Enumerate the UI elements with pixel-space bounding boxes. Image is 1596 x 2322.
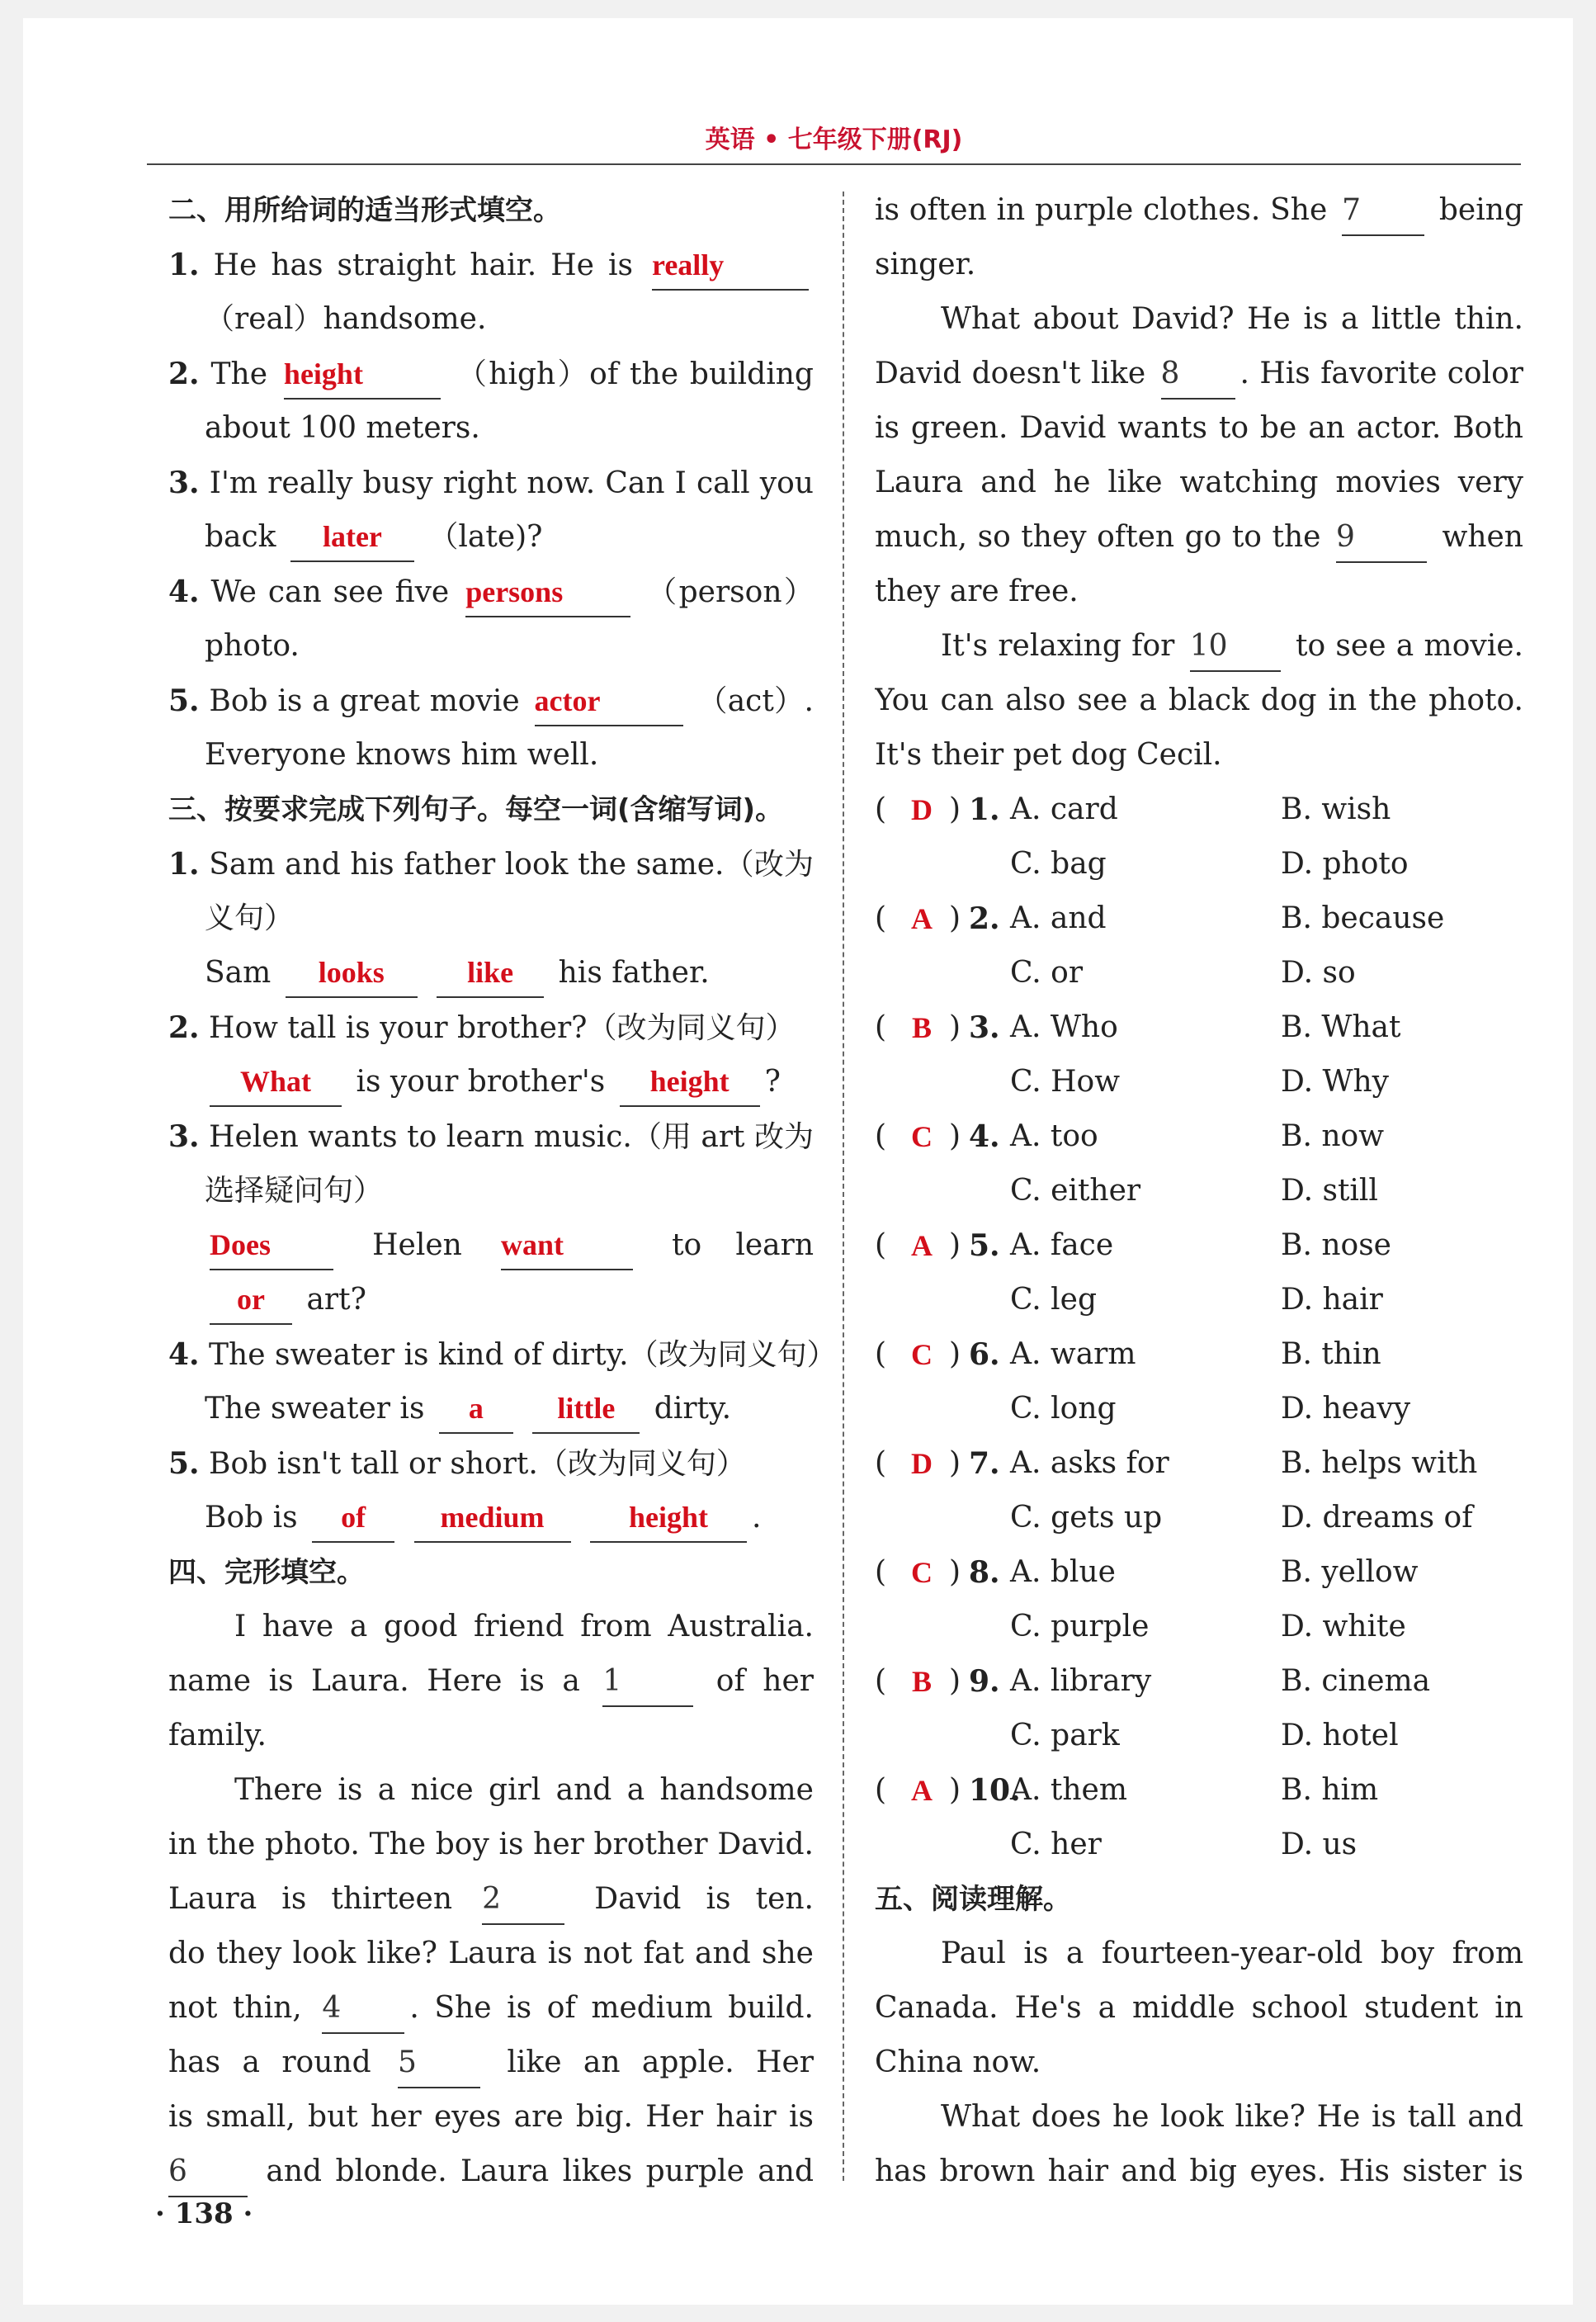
cloze-line: family. (168, 1719, 267, 1752)
choice-question-cont (875, 1818, 1523, 1872)
answer-blank: looks (286, 950, 418, 998)
section4-title: 四、完形填空。 (168, 1556, 365, 1589)
option-b: B. yellow (1281, 1555, 1419, 1589)
paren-close: ) (949, 1228, 961, 1262)
choice-question (875, 783, 1523, 837)
paren-open: ( (875, 1664, 887, 1698)
option-d: D. white (1281, 1610, 1406, 1643)
option-a: A. blue (1010, 1555, 1116, 1589)
paren-open: ( (875, 792, 887, 826)
option-a: A. warm (1010, 1337, 1136, 1371)
cloze-blank: 4 (322, 1986, 404, 2034)
answer-blank: really (652, 243, 809, 291)
choice-number: 1. (969, 792, 1000, 827)
option-a: A. Who (1010, 1010, 1118, 1044)
reading-line: has brown hair and big eyes. His sister is (875, 2154, 1523, 2188)
s3-q2-answer: What is your brother's height ? (168, 1055, 814, 1109)
s3-q5: 5. Bob isn't tall or short.（改为同义句） (168, 1446, 746, 1481)
option-c: C. either (1010, 1174, 1141, 1208)
option-c: C. purple (1010, 1610, 1150, 1643)
choice-answer: C (911, 1338, 933, 1371)
choice-question (875, 1000, 1523, 1055)
choice-number: 8. (969, 1555, 1000, 1590)
cloze-line: 6 and blonde. Laura likes purple and (168, 2145, 814, 2199)
choice-question (875, 1545, 1523, 1600)
paren-open: ( (875, 1446, 887, 1480)
option-c: C. leg (1010, 1283, 1098, 1317)
s2-q2-cont: about 100 meters. (205, 411, 480, 445)
s3-q4: 4. The sweater is kind of dirty.（改为同义句） (168, 1337, 837, 1372)
option-c: C. her (1010, 1828, 1102, 1861)
option-d: D. hair (1281, 1283, 1383, 1317)
cloze-line: is small, but her eyes are big. Her hair is (168, 2100, 814, 2134)
choice-number: 9. (969, 1664, 1000, 1699)
s3-q1: 1. Sam and his father look the same.（改为 (168, 847, 814, 882)
option-b: B. thin (1281, 1337, 1381, 1371)
answer-blank: height (284, 352, 441, 400)
option-d: D. Why (1281, 1065, 1389, 1099)
reading-line: What does he look like? He is tall and (941, 2100, 1523, 2134)
s3-q1-text2: 义句） (205, 901, 295, 935)
cloze-line: do they look like? Laura is not fat and she (168, 1937, 814, 1970)
option-c: C. How (1010, 1065, 1121, 1099)
paren-close: ) (949, 1555, 961, 1589)
answer-blank: want (501, 1222, 633, 1270)
choice-question-cont (875, 1055, 1523, 1109)
choice-number: 10. (969, 1773, 1021, 1808)
s3-q2: 2. How tall is your brother?（改为同义句） (168, 1010, 796, 1045)
choice-question (875, 1436, 1523, 1491)
option-b: B. What (1281, 1010, 1401, 1044)
option-a: A. and (1010, 901, 1107, 935)
answer-blank: a (439, 1386, 513, 1434)
s2-q3-cont: back later （late)? (168, 510, 814, 565)
answer-blank: height (620, 1059, 760, 1107)
cloze-line: they are free. (875, 575, 1079, 608)
choice-question (875, 1763, 1523, 1818)
left-column (168, 183, 837, 2199)
option-a: A. card (1010, 792, 1118, 826)
choice-question (875, 891, 1523, 946)
cloze-blank: 1 (602, 1659, 693, 1707)
option-b: B. him (1281, 1773, 1379, 1807)
cloze-line: It's relaxing for 10 to see a movie. (875, 619, 1523, 674)
paren-open: ( (875, 1119, 887, 1153)
choice-question (875, 1218, 1523, 1273)
s3-q1-answer: Sam looks like his father. (168, 946, 814, 1000)
header-title: 英语 • 七年级下册(RJ) (705, 125, 963, 154)
paren-close: ) (949, 792, 961, 826)
page-number: · 138 · (155, 2197, 253, 2230)
cloze-line: Laura is thirteen 2 David is ten. (168, 1872, 814, 1927)
choice-question-cont (875, 1164, 1523, 1218)
s2-q3: 3. I'm really busy right now. Can I call you (168, 466, 814, 500)
cloze-line: not thin, 4 . She is of medium build. (168, 1981, 814, 2036)
answer-blank: medium (414, 1495, 571, 1543)
option-d: D. hotel (1281, 1719, 1399, 1752)
s2-q1: 1. He has straight hair. He is really (168, 238, 814, 292)
cloze-line: is green. David wants to be an actor. Both (875, 411, 1523, 445)
answer-blank: later (290, 514, 414, 562)
cloze-line: name is Laura. Here is a 1 of her (168, 1654, 814, 1709)
choice-question-cont (875, 1273, 1523, 1327)
answer-blank: like (437, 950, 544, 998)
cloze-blank: 8 (1161, 352, 1235, 400)
option-d: D. so (1281, 956, 1356, 990)
answer-blank: What (210, 1059, 342, 1107)
reading-line: China now. (875, 2045, 1041, 2079)
option-b: B. wish (1281, 792, 1391, 826)
choice-number: 4. (969, 1119, 1000, 1154)
option-a: A. face (1010, 1228, 1114, 1262)
cloze-line: has a round 5 like an apple. Her (168, 2036, 814, 2090)
choice-number: 7. (969, 1446, 1000, 1481)
reading-line: Canada. He's a middle school student in (875, 1991, 1523, 2025)
cloze-blank: 2 (482, 1877, 564, 1925)
choice-answer: A (911, 1774, 933, 1807)
s3-q4-answer: The sweater is a little dirty. (168, 1382, 814, 1436)
paren-open: ( (875, 1010, 887, 1044)
s3-q3-answer2: or art? (168, 1273, 814, 1327)
choice-question-cont (875, 1491, 1523, 1545)
cloze-line: There is a nice girl and a handsome (234, 1773, 814, 1807)
choice-answer: A (911, 1229, 933, 1262)
answer-blank: of (312, 1495, 394, 1543)
paren-close: ) (949, 1337, 961, 1371)
paren-close: ) (949, 1010, 961, 1044)
column-divider (843, 192, 844, 2181)
paren-open: ( (875, 1228, 887, 1262)
answer-blank: Does (210, 1222, 333, 1270)
cloze-blank: 10 (1190, 624, 1281, 672)
choice-list (875, 783, 1523, 1872)
cloze-blank: 9 (1336, 515, 1427, 563)
option-b: B. now (1281, 1119, 1385, 1153)
option-b: B. helps with (1281, 1446, 1478, 1480)
choice-answer: A (911, 902, 933, 935)
choice-question-cont (875, 1382, 1523, 1436)
section3-title: 三、按要求完成下列句子。每空一词(含缩写词)。 (168, 793, 784, 826)
choice-number: 3. (969, 1010, 1000, 1045)
option-b: B. cinema (1281, 1664, 1431, 1698)
answer-blank: actor (535, 679, 683, 726)
option-c: C. or (1010, 956, 1084, 990)
choice-question (875, 1654, 1523, 1709)
choice-answer: D (911, 793, 933, 826)
s2-q2: 2. The height （high）of the building (168, 347, 814, 401)
choice-answer: B (911, 1665, 932, 1698)
page-header (147, 117, 1521, 165)
s3-q3-answer: Does Helen want to learn (168, 1218, 814, 1273)
option-a: A. library (1010, 1664, 1152, 1698)
option-d: D. still (1281, 1174, 1378, 1208)
paren-close: ) (949, 1446, 961, 1480)
option-b: B. nose (1281, 1228, 1391, 1262)
option-a: A. them (1010, 1773, 1127, 1807)
cloze-line: It's their pet dog Cecil. (875, 738, 1222, 772)
choice-number: 6. (969, 1337, 1000, 1372)
cloze-line: What about David? He is a little thin. (941, 302, 1523, 336)
cloze-line: You can also see a black dog in the photo. (875, 683, 1523, 717)
cloze-blank: 6 (168, 2149, 248, 2197)
choice-number: 2. (969, 901, 1000, 936)
option-d: D. heavy (1281, 1392, 1411, 1426)
option-c: C. long (1010, 1392, 1117, 1426)
option-d: D. us (1281, 1828, 1358, 1861)
answer-blank: or (210, 1277, 292, 1325)
answer-blank: little (532, 1386, 640, 1434)
section5-title: 五、阅读理解。 (875, 1883, 1071, 1916)
option-d: D. photo (1281, 847, 1409, 881)
paren-close: ) (949, 1664, 961, 1698)
choice-question-cont (875, 837, 1523, 891)
cloze-line: singer. (875, 248, 976, 281)
reading-line: Paul is a fourteen-year-old boy from (941, 1937, 1523, 1970)
cloze-line: Laura and he like watching movies very (875, 466, 1523, 499)
option-b: B. because (1281, 901, 1445, 935)
cloze-line: David doesn't like 8 . His favorite color (875, 347, 1523, 401)
choice-question (875, 1327, 1523, 1382)
choice-answer: C (911, 1556, 933, 1589)
paren-open: ( (875, 1773, 887, 1807)
choice-answer: D (911, 1447, 933, 1480)
option-c: C. park (1010, 1719, 1120, 1752)
choice-question-cont (875, 1709, 1523, 1763)
s2-q1-cont: （real）handsome. (205, 302, 487, 336)
choice-question (875, 1109, 1523, 1164)
paren-open: ( (875, 901, 887, 935)
choice-question-cont (875, 1600, 1523, 1654)
s2-q4-cont: photo. (205, 629, 300, 663)
answer-blank: persons (465, 570, 630, 617)
s3-q3-text2: 选择疑问句） (205, 1174, 384, 1208)
page (23, 18, 1573, 2305)
s2-q5: 5. Bob is a great movie actor （act）. (168, 674, 814, 728)
option-a: A. too (1010, 1119, 1098, 1153)
choice-question-cont (875, 946, 1523, 1000)
cloze-line: much, so they often go to the 9 when (875, 510, 1523, 565)
option-a: A. asks for (1010, 1446, 1169, 1480)
cloze-blank: 5 (398, 2041, 480, 2088)
s2-q5-cont: Everyone knows him well. (205, 738, 599, 772)
answer-blank: height (590, 1495, 747, 1543)
choice-answer: C (911, 1120, 933, 1153)
option-d: D. dreams of (1281, 1501, 1473, 1535)
cloze-line: I have a good friend from Australia. (234, 1610, 814, 1643)
option-c: C. bag (1010, 847, 1107, 881)
paren-open: ( (875, 1337, 887, 1371)
cloze-line: is often in purple clothes. She 7 being (875, 183, 1523, 238)
paren-open: ( (875, 1555, 887, 1589)
option-c: C. gets up (1010, 1501, 1163, 1535)
paren-close: ) (949, 1119, 961, 1153)
paren-close: ) (949, 1773, 961, 1807)
right-column (875, 183, 1523, 2199)
section2-title: 二、用所给词的适当形式填空。 (168, 194, 561, 227)
cloze-line: in the photo. The boy is her brother David. (168, 1828, 814, 1861)
s2-q4: 4. We can see five persons （person） (168, 565, 814, 619)
s3-q3: 3. Helen wants to learn music.（用 art 改为 (168, 1119, 814, 1154)
s3-q5-answer: Bob is of medium height . (168, 1491, 814, 1545)
paren-close: ) (949, 901, 961, 935)
cloze-blank: 7 (1342, 188, 1424, 236)
choice-answer: B (911, 1011, 932, 1044)
choice-number: 5. (969, 1228, 1000, 1263)
